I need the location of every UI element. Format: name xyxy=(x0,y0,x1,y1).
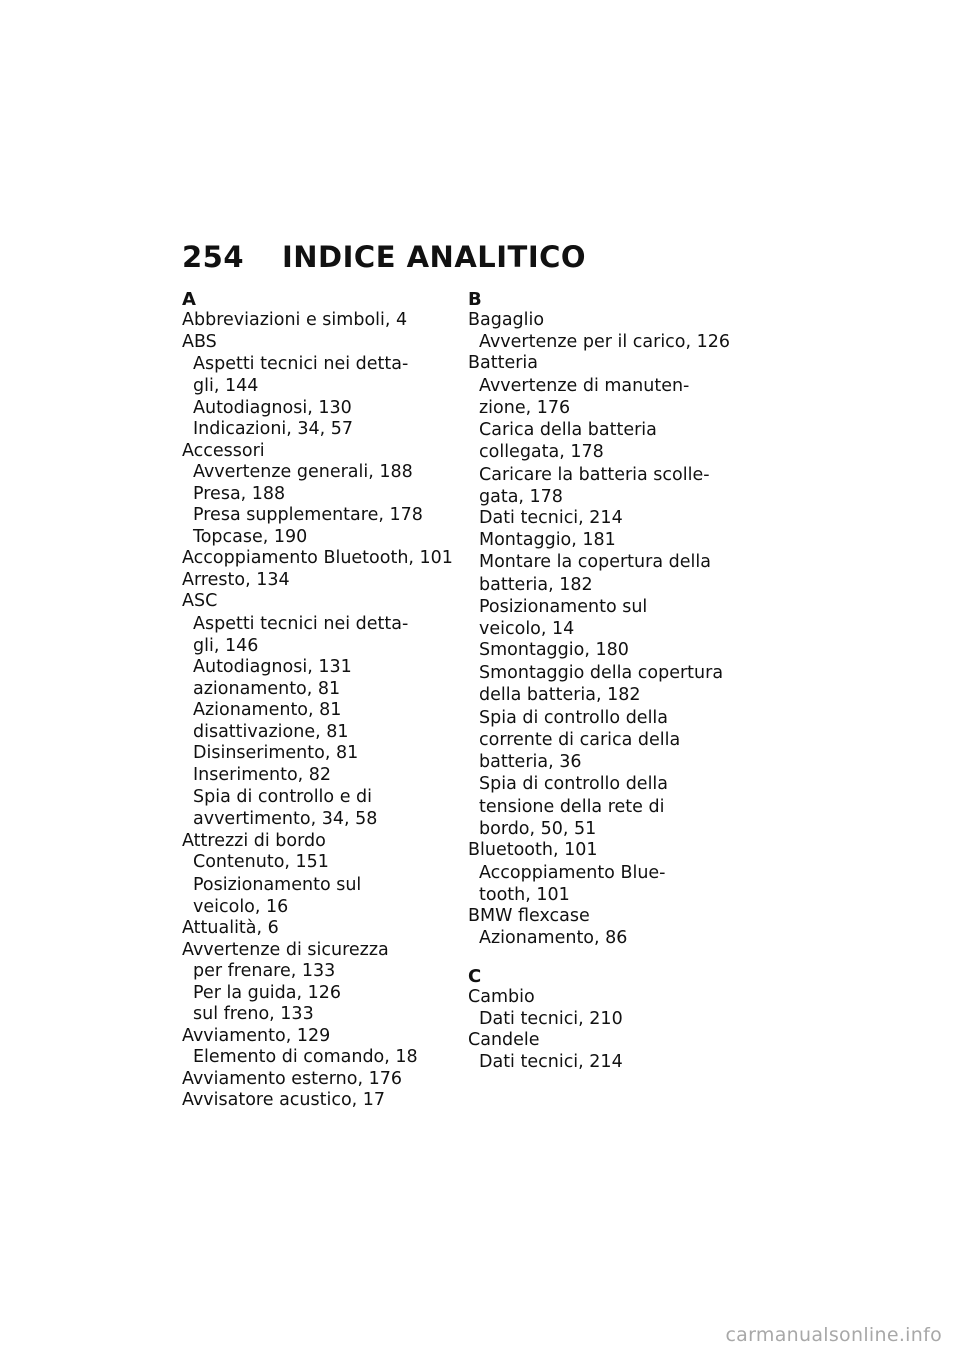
index-subentry xyxy=(182,961,457,983)
entry-line: Batteria xyxy=(468,353,538,373)
page-number: 254 xyxy=(182,240,245,274)
subentry-line: Dati tecnici, 210 xyxy=(479,1008,623,1029)
subentry-line: Presa supplementare, 178 xyxy=(193,505,423,526)
index-entry-term xyxy=(182,1026,457,1048)
index-subentry xyxy=(182,700,457,722)
index-entry-term xyxy=(468,310,743,332)
subentry-line: gata, 178 xyxy=(479,486,563,507)
subentry-line: Accoppiamento Blue- xyxy=(479,862,666,883)
subentry-line: Aspetti tecnici nei detta- xyxy=(193,354,409,374)
subentry-line: corrente di carica della xyxy=(479,729,681,750)
index-entry xyxy=(182,591,457,831)
index-section xyxy=(182,290,457,1112)
subentry-line: Spia di controllo e di xyxy=(193,787,372,808)
index-subentry xyxy=(182,484,457,506)
subentry-line: gli, 146 xyxy=(193,635,259,656)
subentry-line: per frenare, 133 xyxy=(193,961,336,982)
subentry-line: gli, 144 xyxy=(193,376,259,397)
index-subentry xyxy=(182,353,457,398)
index-subentry xyxy=(182,1004,457,1026)
entry-line: Cambio xyxy=(468,987,535,1008)
index-subentry xyxy=(182,505,457,527)
subentry-line: bordo, 50, 51 xyxy=(479,819,597,840)
index-subentry xyxy=(468,332,743,354)
index-entry-term xyxy=(182,441,457,463)
entry-line: Avvertenze di sicurezza xyxy=(182,939,389,960)
subentry-line: tooth, 101 xyxy=(479,885,570,906)
section-letter: C xyxy=(468,966,482,988)
index-section xyxy=(468,967,743,1073)
subentry-line: Contenuto, 151 xyxy=(193,852,329,873)
index-subentry xyxy=(468,1052,743,1074)
index-entry xyxy=(468,1030,743,1073)
entry-line: Attrezzi di bordo xyxy=(182,830,326,851)
subentry-line: Smontaggio, 180 xyxy=(479,640,629,661)
index-subentry xyxy=(182,874,457,919)
entry-line: ASC xyxy=(182,591,218,612)
entry-line: Avvisatore acustico, 17 xyxy=(182,1090,386,1111)
subentry-line: Azionamento, 86 xyxy=(479,927,628,948)
index-entry xyxy=(182,310,457,332)
index-subentry xyxy=(182,419,457,441)
index-entry xyxy=(182,1026,457,1069)
index-subentry xyxy=(182,657,457,679)
subentry-line: Smontaggio della copertura xyxy=(479,662,724,683)
entry-line: Abbreviazioni e simboli, 4 xyxy=(182,310,408,330)
subentry-line: Azionamento, 81 xyxy=(193,700,342,721)
entry-line: Avviamento, 129 xyxy=(182,1025,331,1046)
index-subentry xyxy=(468,551,743,596)
subentry-line: Avvertenze per il carico, 126 xyxy=(479,331,731,352)
page-header xyxy=(182,240,586,274)
index-column-right xyxy=(468,290,743,1073)
index-entry-term xyxy=(468,1030,743,1052)
entry-line: Avviamento esterno, 176 xyxy=(182,1068,403,1089)
index-entry xyxy=(182,332,457,441)
index-subentry xyxy=(182,527,457,549)
subentry-line: Disinserimento, 81 xyxy=(193,743,359,764)
entry-line: Accoppiamento Bluetooth, 101 xyxy=(182,548,453,569)
index-entry-term xyxy=(468,353,743,375)
index-subentry xyxy=(182,786,457,831)
subentry-line: Spia di controllo della xyxy=(479,774,669,795)
index-column-left xyxy=(182,290,457,1112)
index-section xyxy=(468,290,743,949)
entry-line: Accessori xyxy=(182,440,265,461)
subentry-line: Topcase, 190 xyxy=(193,526,308,547)
index-subentry xyxy=(468,662,743,707)
index-subentry xyxy=(182,722,457,744)
index-subentry xyxy=(182,852,457,874)
subentry-line: Indicazioni, 34, 57 xyxy=(193,419,354,440)
index-entry-term xyxy=(182,591,457,613)
entry-line: Attualità, 6 xyxy=(182,918,279,939)
index-subentry xyxy=(468,419,743,464)
index-entry-term xyxy=(182,1090,457,1112)
index-entry xyxy=(182,548,457,570)
subentry-line: Dati tecnici, 214 xyxy=(479,1051,623,1072)
index-subentry xyxy=(182,1047,457,1069)
subentry-line: Avvertenze generali, 188 xyxy=(193,462,413,483)
subentry-line: Montaggio, 181 xyxy=(479,529,616,550)
subentry-line: Dati tecnici, 214 xyxy=(479,508,623,529)
subentry-line: della batteria, 182 xyxy=(479,685,641,706)
index-subentry xyxy=(182,679,457,701)
index-entry-term xyxy=(468,906,743,928)
index-subentry xyxy=(468,928,743,950)
subentry-line: Posizionamento sul xyxy=(479,596,648,617)
index-entry-term xyxy=(182,332,457,354)
subentry-line: Spia di controllo della xyxy=(479,707,669,728)
index-entry-term xyxy=(468,987,743,1009)
index-entry xyxy=(182,831,457,919)
index-entry xyxy=(182,940,457,1026)
subentry-line: Caricare la batteria scolle- xyxy=(479,464,710,485)
subentry-line: Inserimento, 82 xyxy=(193,764,332,785)
index-subentry xyxy=(468,773,743,840)
index-entry-term xyxy=(182,548,457,570)
index-entry xyxy=(182,1090,457,1112)
index-subentry xyxy=(182,462,457,484)
index-entry xyxy=(468,987,743,1030)
index-entry xyxy=(182,1069,457,1091)
index-entry xyxy=(182,918,457,940)
subentry-line: Posizionamento sul xyxy=(193,874,362,895)
section-letter: B xyxy=(468,289,482,310)
subentry-line: Elemento di comando, 18 xyxy=(193,1047,418,1068)
subentry-line: Carica della batteria xyxy=(479,420,657,441)
index-entry-term xyxy=(182,940,457,962)
section-letter: A xyxy=(182,289,196,310)
index-entry xyxy=(468,906,743,949)
subentry-line: collegata, 178 xyxy=(479,442,604,463)
page-title: INDICE ANALITICO xyxy=(282,240,587,274)
subentry-line: azionamento, 81 xyxy=(193,678,341,699)
subentry-line: Presa, 188 xyxy=(193,483,286,504)
index-subentry xyxy=(182,613,457,658)
subentry-line: Per la guida, 126 xyxy=(193,982,342,1003)
index-entry xyxy=(182,570,457,592)
index-entry xyxy=(182,441,457,549)
subentry-line: Autodiagnosi, 131 xyxy=(193,657,352,678)
entry-line: Arresto, 134 xyxy=(182,569,290,590)
index-subentry xyxy=(182,398,457,420)
subentry-line: Avvertenze di manuten- xyxy=(479,375,690,396)
subentry-line: Autodiagnosi, 130 xyxy=(193,397,352,418)
entry-line: Bagaglio xyxy=(468,310,545,330)
index-subentry xyxy=(468,862,743,907)
entry-line: BMW flexcase xyxy=(468,906,590,927)
subentry-line: batteria, 36 xyxy=(479,752,582,773)
index-entry-term xyxy=(182,310,457,332)
subentry-line: batteria, 182 xyxy=(479,574,593,595)
index-entry-term xyxy=(182,570,457,592)
index-subentry xyxy=(468,375,743,420)
subentry-line: sul freno, 133 xyxy=(193,1004,314,1025)
subentry-line: zione, 176 xyxy=(479,397,571,418)
index-subentry xyxy=(468,530,743,552)
index-subentry xyxy=(468,1009,743,1031)
subentry-line: Aspetti tecnici nei detta- xyxy=(193,613,409,634)
entry-line: Bluetooth, 101 xyxy=(468,840,598,861)
index-entry xyxy=(468,353,743,840)
index-subentry xyxy=(182,765,457,787)
subentry-line: Montare la copertura della xyxy=(479,552,711,573)
index-subentry xyxy=(468,508,743,530)
index-entry-term xyxy=(182,831,457,853)
subentry-line: avvertimento, 34, 58 xyxy=(193,809,378,830)
subentry-line: tensione della rete di xyxy=(479,796,665,817)
entry-line: Candele xyxy=(468,1030,540,1051)
index-subentry xyxy=(468,707,743,774)
index-subentry xyxy=(468,464,743,509)
index-entry xyxy=(468,840,743,906)
subentry-line: veicolo, 14 xyxy=(479,619,575,640)
index-entry-term xyxy=(182,1069,457,1091)
index-subentry xyxy=(468,596,743,641)
watermark: carmanualsonline.info xyxy=(725,1324,942,1346)
subentry-line: veicolo, 16 xyxy=(193,897,289,918)
index-subentry xyxy=(468,640,743,662)
index-entry xyxy=(468,310,743,353)
index-subentry xyxy=(182,743,457,765)
subentry-line: disattivazione, 81 xyxy=(193,721,349,742)
index-entry-term xyxy=(468,840,743,862)
index-subentry xyxy=(182,983,457,1005)
index-entry-term xyxy=(182,918,457,940)
entry-line: ABS xyxy=(182,331,217,352)
